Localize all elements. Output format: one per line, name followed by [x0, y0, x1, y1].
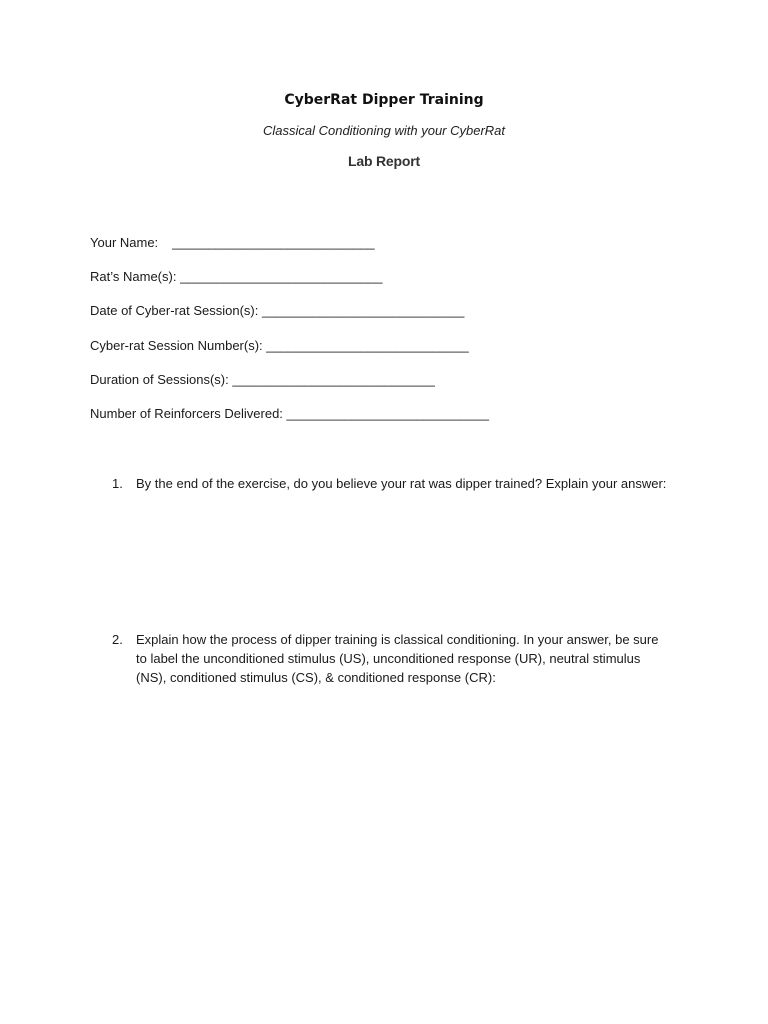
field-label: Number of Reinforcers Delivered: [90, 406, 283, 421]
field-session-duration [90, 372, 435, 388]
document-subtitle: Classical Conditioning with your CyberRat [262, 123, 506, 138]
field-label: Date of Cyber-rat Session(s): [90, 303, 259, 318]
field-reinforcers-delivered [90, 406, 489, 422]
field-rats-name [90, 269, 383, 285]
lab-report-heading: Lab Report [348, 153, 420, 169]
question-text: By the end of the exercise, do you believe your rat was dipper trained? Explain your answer: [136, 476, 667, 491]
field-blank-line[interactable]: ____________________________ [180, 269, 383, 284]
field-label: Cyber-rat Session Number(s): [90, 338, 263, 353]
document-title: CyberRat Dipper Training [284, 92, 484, 108]
field-session-date [90, 303, 464, 319]
field-blank-line[interactable]: ____________________________ [261, 303, 465, 318]
field-label: Rat’s Name(s): [90, 269, 177, 284]
field-session-number [90, 338, 469, 354]
question-text: Explain how the process of dipper training is classical conditioning. In your answer, be sure to label the unconditioned stimulus (US), unconditioned response (UR), neutral stimulus (NS), conditioned stimulus (CS), & conditioned response (CR): [136, 632, 659, 685]
question-1 [112, 474, 672, 493]
field-blank-line[interactable]: ____________________________ [172, 235, 375, 250]
question-2 [112, 630, 672, 687]
field-label: Your Name: [90, 235, 159, 250]
field-your-name [90, 235, 375, 251]
field-blank-line[interactable]: ____________________________ [286, 406, 489, 421]
field-blank-line[interactable]: ____________________________ [266, 338, 469, 353]
field-label: Duration of Sessions(s): [90, 372, 229, 387]
question-number: 2. [112, 632, 123, 647]
field-blank-line[interactable]: ____________________________ [232, 372, 435, 387]
question-number: 1. [112, 476, 123, 491]
